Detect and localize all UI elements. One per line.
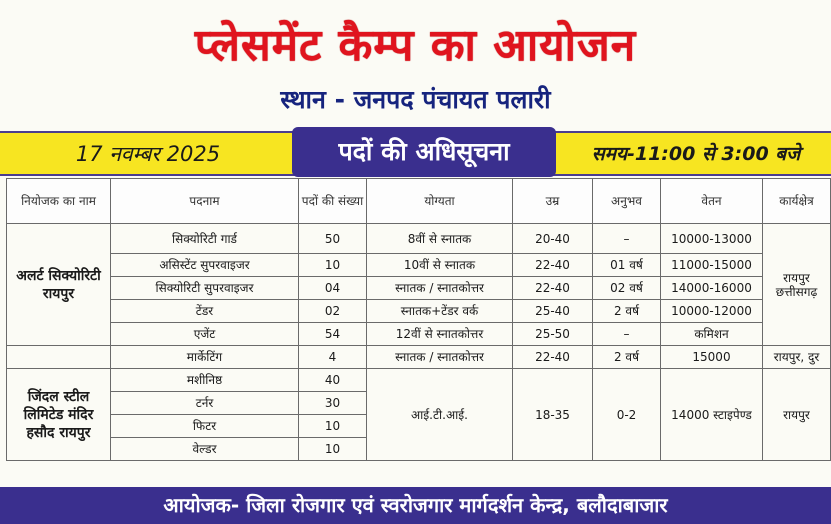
table-row: [7, 277, 831, 300]
workplace: रायपुर, दुर: [763, 346, 831, 369]
post-name: टेंडर: [111, 300, 299, 323]
experience: 01 वर्ष: [593, 254, 661, 277]
post-count: 40: [299, 369, 367, 392]
post-name: वेल्डर: [111, 438, 299, 461]
age-range: 22-40: [513, 254, 593, 277]
post-count: 54: [299, 323, 367, 346]
organizer-footer: आयोजक- जिला रोजगार एवं स्वरोजगार मार्गदर्शन केन्द्र, बलौदाबाजार: [0, 487, 831, 524]
salary: 10000-12000: [661, 300, 763, 323]
post-count: 10: [299, 415, 367, 438]
post-name: एजेंट: [111, 323, 299, 346]
post-name: मशीनिष्ठ: [111, 369, 299, 392]
post-name: फिटर: [111, 415, 299, 438]
experience: 02 वर्ष: [593, 277, 661, 300]
header-qualification: योग्यता: [367, 179, 513, 224]
employer-name: जिंदल स्टील लिमिटेड मंदिर हसौद रायपुर: [7, 369, 111, 461]
salary: कमिशन: [661, 323, 763, 346]
header-workplace: कार्यक्षेत्र: [763, 179, 831, 224]
header-experience: अनुभव: [593, 179, 661, 224]
table-row: [7, 254, 831, 277]
qualification: स्नातक+टेंडर वर्क: [367, 300, 513, 323]
workplace: रायपुर: [763, 369, 831, 461]
qualification: आई.टी.आई.: [367, 369, 513, 461]
camp-date: 17 नवम्बर 2025: [75, 142, 221, 166]
post-count: 30: [299, 392, 367, 415]
qualification: स्नातक / स्नातकोत्तर: [367, 277, 513, 300]
table-row: [7, 300, 831, 323]
header-age: उम्र: [513, 179, 593, 224]
salary: 14000-16000: [661, 277, 763, 300]
experience: 2 वर्ष: [593, 346, 661, 369]
post-count: 4: [299, 346, 367, 369]
post-count: 50: [299, 224, 367, 254]
post-name: टर्नर: [111, 392, 299, 415]
age-range: 22-40: [513, 346, 593, 369]
salary: 14000 स्टाइपेण्ड: [661, 369, 763, 461]
employer-name: अलर्ट सिक्योरिटी रायपुर: [7, 224, 111, 346]
camp-time: समय-11:00 से 3:00 बजे: [591, 143, 801, 165]
experience: –: [593, 323, 661, 346]
post-name: सिक्योरिटी सुपरवाइजर: [111, 277, 299, 300]
table-row: [7, 369, 831, 392]
post-count: 04: [299, 277, 367, 300]
header-post: पदनाम: [111, 179, 299, 224]
table-row: [7, 224, 831, 254]
experience: 2 वर्ष: [593, 300, 661, 323]
notice-badge: पदों की अधिसूचना: [292, 127, 556, 177]
post-count: 10: [299, 254, 367, 277]
qualification: 10वीं से स्नातक: [367, 254, 513, 277]
header-count: पदों की संख्या: [299, 179, 367, 224]
post-name: सिक्योरिटी गार्ड: [111, 224, 299, 254]
post-count: 02: [299, 300, 367, 323]
post-name: मार्केटिंग: [111, 346, 299, 369]
salary: 15000: [661, 346, 763, 369]
employer-name-empty: [7, 346, 111, 369]
qualification: स्नातक / स्नातकोत्तर: [367, 346, 513, 369]
salary: 10000-13000: [661, 224, 763, 254]
age-range: 22-40: [513, 277, 593, 300]
age-range: 20-40: [513, 224, 593, 254]
post-count: 10: [299, 438, 367, 461]
experience: 0-2: [593, 369, 661, 461]
post-name: असिस्टेंट सुपरवाइजर: [111, 254, 299, 277]
qualification: 8वीं से स्नातक: [367, 224, 513, 254]
salary: 11000-15000: [661, 254, 763, 277]
age-range: 25-40: [513, 300, 593, 323]
age-range: 18-35: [513, 369, 593, 461]
table-header-row: [7, 179, 831, 224]
age-range: 25-50: [513, 323, 593, 346]
workplace: रायपुर छत्तीसगढ़: [763, 224, 831, 346]
vacancy-table: [6, 178, 831, 461]
table-row: [7, 346, 831, 369]
experience: –: [593, 224, 661, 254]
table-row: [7, 323, 831, 346]
poster-title: प्लेसमेंट कैम्प का आयोजन: [194, 20, 637, 71]
header-employer: नियोजक का नाम: [7, 179, 111, 224]
qualification: 12वीं से स्नातकोत्तर: [367, 323, 513, 346]
header-salary: वेतन: [661, 179, 763, 224]
venue-line: स्थान - जनपद पंचायत पलारी: [280, 85, 551, 114]
